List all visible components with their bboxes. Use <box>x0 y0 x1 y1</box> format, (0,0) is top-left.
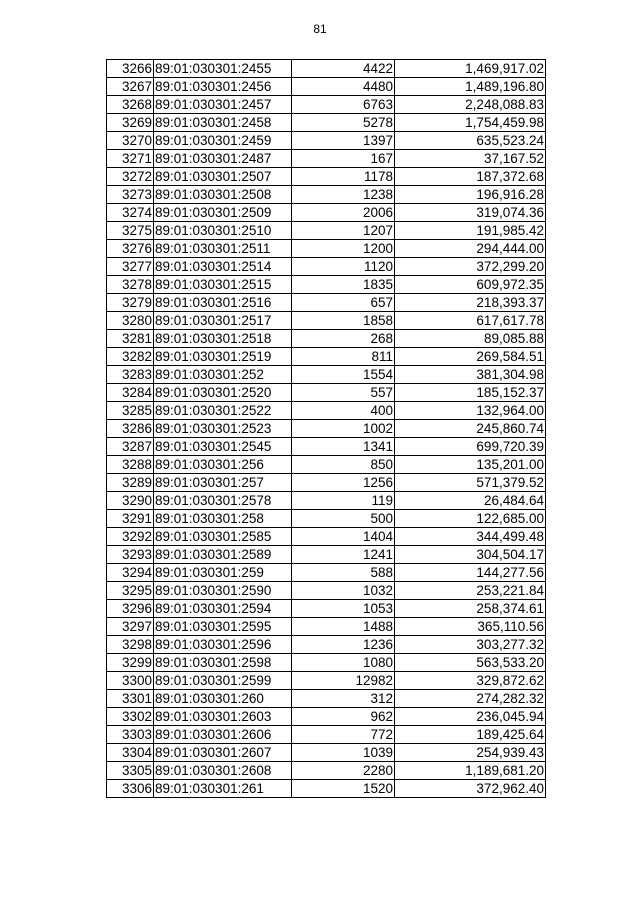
cadastral-value-cell: 191,985.42 <box>395 222 546 240</box>
area-cell: 4480 <box>292 78 395 96</box>
row-number-cell: 3277 <box>107 258 154 276</box>
cadastral-number-cell: 89:01:030301:2523 <box>154 420 292 438</box>
table-row <box>107 420 546 438</box>
area-cell: 1404 <box>292 528 395 546</box>
table-row <box>107 600 546 618</box>
cadastral-number-cell: 89:01:030301:2487 <box>154 150 292 168</box>
cadastral-number-cell: 89:01:030301:259 <box>154 564 292 582</box>
table-row <box>107 762 546 780</box>
row-number-cell: 3287 <box>107 438 154 456</box>
area-cell: 5278 <box>292 114 395 132</box>
table-row <box>107 726 546 744</box>
row-number-cell: 3299 <box>107 654 154 672</box>
area-cell: 657 <box>292 294 395 312</box>
area-cell: 1178 <box>292 168 395 186</box>
table-row <box>107 438 546 456</box>
area-cell: 1080 <box>292 654 395 672</box>
table-row <box>107 636 546 654</box>
cadastral-value-cell: 236,045.94 <box>395 708 546 726</box>
table-row <box>107 564 546 582</box>
cadastral-value-cell: 258,374.61 <box>395 600 546 618</box>
area-cell: 1053 <box>292 600 395 618</box>
row-number-cell: 3306 <box>107 780 154 798</box>
cadastral-value-cell: 563,533.20 <box>395 654 546 672</box>
area-cell: 1554 <box>292 366 395 384</box>
cadastral-value-cell: 372,962.40 <box>395 780 546 798</box>
area-cell: 1858 <box>292 312 395 330</box>
cadastral-value-cell: 372,299.20 <box>395 258 546 276</box>
row-number-cell: 3291 <box>107 510 154 528</box>
area-cell: 1200 <box>292 240 395 258</box>
area-cell: 119 <box>292 492 395 510</box>
page-number: 81 <box>313 22 327 36</box>
cadastral-number-cell: 89:01:030301:257 <box>154 474 292 492</box>
cadastral-value-cell: 329,872.62 <box>395 672 546 690</box>
table-row <box>107 492 546 510</box>
row-number-cell: 3269 <box>107 114 154 132</box>
row-number-cell: 3300 <box>107 672 154 690</box>
table-row <box>107 204 546 222</box>
row-number-cell: 3274 <box>107 204 154 222</box>
table-body <box>107 60 546 798</box>
cadastral-value-cell: 135,201.00 <box>395 456 546 474</box>
cadastral-value-cell: 37,167.52 <box>395 150 546 168</box>
area-cell: 2006 <box>292 204 395 222</box>
table-row <box>107 60 546 78</box>
land-registry-table <box>106 59 546 798</box>
cadastral-number-cell: 89:01:030301:256 <box>154 456 292 474</box>
cadastral-value-cell: 1,189,681.20 <box>395 762 546 780</box>
table-row <box>107 402 546 420</box>
cadastral-number-cell: 89:01:030301:2606 <box>154 726 292 744</box>
cadastral-number-cell: 89:01:030301:2457 <box>154 96 292 114</box>
cadastral-number-cell: 89:01:030301:2458 <box>154 114 292 132</box>
cadastral-value-cell: 253,221.84 <box>395 582 546 600</box>
table-row <box>107 456 546 474</box>
cadastral-number-cell: 89:01:030301:2520 <box>154 384 292 402</box>
cadastral-number-cell: 89:01:030301:2589 <box>154 546 292 564</box>
area-cell: 1120 <box>292 258 395 276</box>
area-cell: 811 <box>292 348 395 366</box>
row-number-cell: 3296 <box>107 600 154 618</box>
row-number-cell: 3279 <box>107 294 154 312</box>
area-cell: 1032 <box>292 582 395 600</box>
cadastral-number-cell: 89:01:030301:2545 <box>154 438 292 456</box>
cadastral-value-cell: 144,277.56 <box>395 564 546 582</box>
table-row <box>107 96 546 114</box>
area-cell: 12982 <box>292 672 395 690</box>
row-number-cell: 3278 <box>107 276 154 294</box>
cadastral-value-cell: 189,425.64 <box>395 726 546 744</box>
row-number-cell: 3304 <box>107 744 154 762</box>
row-number-cell: 3297 <box>107 618 154 636</box>
area-cell: 1236 <box>292 636 395 654</box>
table-row <box>107 330 546 348</box>
row-number-cell: 3305 <box>107 762 154 780</box>
table-row <box>107 690 546 708</box>
cadastral-number-cell: 89:01:030301:2585 <box>154 528 292 546</box>
table-row <box>107 240 546 258</box>
row-number-cell: 3285 <box>107 402 154 420</box>
cadastral-value-cell: 1,754,459.98 <box>395 114 546 132</box>
row-number-cell: 3266 <box>107 60 154 78</box>
cadastral-value-cell: 89,085.88 <box>395 330 546 348</box>
table-row <box>107 366 546 384</box>
area-cell: 1241 <box>292 546 395 564</box>
row-number-cell: 3273 <box>107 186 154 204</box>
cadastral-value-cell: 365,110.56 <box>395 618 546 636</box>
cadastral-value-cell: 344,499.48 <box>395 528 546 546</box>
cadastral-number-cell: 89:01:030301:2517 <box>154 312 292 330</box>
row-number-cell: 3295 <box>107 582 154 600</box>
cadastral-number-cell: 89:01:030301:2510 <box>154 222 292 240</box>
area-cell: 6763 <box>292 96 395 114</box>
row-number-cell: 3302 <box>107 708 154 726</box>
area-cell: 1520 <box>292 780 395 798</box>
cadastral-number-cell: 89:01:030301:2518 <box>154 330 292 348</box>
table-row <box>107 276 546 294</box>
row-number-cell: 3303 <box>107 726 154 744</box>
cadastral-number-cell: 89:01:030301:2603 <box>154 708 292 726</box>
cadastral-value-cell: 269,584.51 <box>395 348 546 366</box>
cadastral-number-cell: 89:01:030301:2595 <box>154 618 292 636</box>
table-row <box>107 654 546 672</box>
table-row <box>107 546 546 564</box>
area-cell: 1488 <box>292 618 395 636</box>
table-row <box>107 510 546 528</box>
cadastral-number-cell: 89:01:030301:2516 <box>154 294 292 312</box>
row-number-cell: 3270 <box>107 132 154 150</box>
cadastral-number-cell: 89:01:030301:2594 <box>154 600 292 618</box>
area-cell: 850 <box>292 456 395 474</box>
table-row <box>107 312 546 330</box>
row-number-cell: 3298 <box>107 636 154 654</box>
row-number-cell: 3271 <box>107 150 154 168</box>
table-row <box>107 294 546 312</box>
cadastral-value-cell: 381,304.98 <box>395 366 546 384</box>
area-cell: 772 <box>292 726 395 744</box>
cadastral-number-cell: 89:01:030301:2590 <box>154 582 292 600</box>
cadastral-value-cell: 319,074.36 <box>395 204 546 222</box>
cadastral-value-cell: 185,152.37 <box>395 384 546 402</box>
cadastral-value-cell: 26,484.64 <box>395 492 546 510</box>
cadastral-number-cell: 89:01:030301:2459 <box>154 132 292 150</box>
table-row <box>107 672 546 690</box>
cadastral-number-cell: 89:01:030301:252 <box>154 366 292 384</box>
cadastral-number-cell: 89:01:030301:2456 <box>154 78 292 96</box>
row-number-cell: 3276 <box>107 240 154 258</box>
cadastral-value-cell: 254,939.43 <box>395 744 546 762</box>
cadastral-number-cell: 89:01:030301:2607 <box>154 744 292 762</box>
area-cell: 1002 <box>292 420 395 438</box>
cadastral-number-cell: 89:01:030301:2599 <box>154 672 292 690</box>
table-row <box>107 186 546 204</box>
table-row <box>107 744 546 762</box>
cadastral-number-cell: 89:01:030301:2608 <box>154 762 292 780</box>
cadastral-value-cell: 245,860.74 <box>395 420 546 438</box>
area-cell: 1397 <box>292 132 395 150</box>
cadastral-value-cell: 2,248,088.83 <box>395 96 546 114</box>
area-cell: 1835 <box>292 276 395 294</box>
area-cell: 500 <box>292 510 395 528</box>
row-number-cell: 3286 <box>107 420 154 438</box>
area-cell: 557 <box>292 384 395 402</box>
cadastral-value-cell: 122,685.00 <box>395 510 546 528</box>
area-cell: 167 <box>292 150 395 168</box>
table-row <box>107 528 546 546</box>
cadastral-value-cell: 617,617.78 <box>395 312 546 330</box>
table-row <box>107 708 546 726</box>
row-number-cell: 3284 <box>107 384 154 402</box>
area-cell: 588 <box>292 564 395 582</box>
table-row <box>107 168 546 186</box>
cadastral-number-cell: 89:01:030301:2578 <box>154 492 292 510</box>
table-row <box>107 150 546 168</box>
cadastral-value-cell: 571,379.52 <box>395 474 546 492</box>
cadastral-number-cell: 89:01:030301:260 <box>154 690 292 708</box>
row-number-cell: 3267 <box>107 78 154 96</box>
cadastral-number-cell: 89:01:030301:2596 <box>154 636 292 654</box>
area-cell: 1238 <box>292 186 395 204</box>
table-row <box>107 474 546 492</box>
cadastral-value-cell: 1,469,917.02 <box>395 60 546 78</box>
table-row <box>107 618 546 636</box>
row-number-cell: 3293 <box>107 546 154 564</box>
row-number-cell: 3294 <box>107 564 154 582</box>
area-cell: 1039 <box>292 744 395 762</box>
area-cell: 962 <box>292 708 395 726</box>
area-cell: 1207 <box>292 222 395 240</box>
row-number-cell: 3282 <box>107 348 154 366</box>
row-number-cell: 3301 <box>107 690 154 708</box>
row-number-cell: 3281 <box>107 330 154 348</box>
area-cell: 400 <box>292 402 395 420</box>
cadastral-value-cell: 294,444.00 <box>395 240 546 258</box>
table-row <box>107 78 546 96</box>
table-row <box>107 132 546 150</box>
area-cell: 1341 <box>292 438 395 456</box>
area-cell: 312 <box>292 690 395 708</box>
cadastral-number-cell: 89:01:030301:258 <box>154 510 292 528</box>
row-number-cell: 3292 <box>107 528 154 546</box>
cadastral-value-cell: 132,964.00 <box>395 402 546 420</box>
area-cell: 2280 <box>292 762 395 780</box>
cadastral-value-cell: 304,504.17 <box>395 546 546 564</box>
row-number-cell: 3272 <box>107 168 154 186</box>
area-cell: 268 <box>292 330 395 348</box>
cadastral-number-cell: 89:01:030301:2511 <box>154 240 292 258</box>
row-number-cell: 3289 <box>107 474 154 492</box>
cadastral-number-cell: 89:01:030301:2522 <box>154 402 292 420</box>
cadastral-number-cell: 89:01:030301:2514 <box>154 258 292 276</box>
cadastral-number-cell: 89:01:030301:2507 <box>154 168 292 186</box>
table-row <box>107 780 546 798</box>
cadastral-value-cell: 635,523.24 <box>395 132 546 150</box>
table-row <box>107 582 546 600</box>
row-number-cell: 3268 <box>107 96 154 114</box>
row-number-cell: 3290 <box>107 492 154 510</box>
cadastral-value-cell: 1,489,196.80 <box>395 78 546 96</box>
cadastral-value-cell: 274,282.32 <box>395 690 546 708</box>
cadastral-number-cell: 89:01:030301:2519 <box>154 348 292 366</box>
cadastral-value-cell: 218,393.37 <box>395 294 546 312</box>
area-cell: 1256 <box>292 474 395 492</box>
table-row <box>107 258 546 276</box>
cadastral-value-cell: 196,916.28 <box>395 186 546 204</box>
table-row <box>107 348 546 366</box>
cadastral-number-cell: 89:01:030301:2455 <box>154 60 292 78</box>
cadastral-number-cell: 89:01:030301:2508 <box>154 186 292 204</box>
area-cell: 4422 <box>292 60 395 78</box>
table-row <box>107 384 546 402</box>
cadastral-number-cell: 89:01:030301:2598 <box>154 654 292 672</box>
row-number-cell: 3280 <box>107 312 154 330</box>
cadastral-number-cell: 89:01:030301:2515 <box>154 276 292 294</box>
table-row <box>107 222 546 240</box>
cadastral-value-cell: 303,277.32 <box>395 636 546 654</box>
cadastral-value-cell: 609,972.35 <box>395 276 546 294</box>
row-number-cell: 3283 <box>107 366 154 384</box>
cadastral-number-cell: 89:01:030301:2509 <box>154 204 292 222</box>
row-number-cell: 3275 <box>107 222 154 240</box>
row-number-cell: 3288 <box>107 456 154 474</box>
cadastral-value-cell: 699,720.39 <box>395 438 546 456</box>
cadastral-value-cell: 187,372.68 <box>395 168 546 186</box>
table-row <box>107 114 546 132</box>
cadastral-number-cell: 89:01:030301:261 <box>154 780 292 798</box>
